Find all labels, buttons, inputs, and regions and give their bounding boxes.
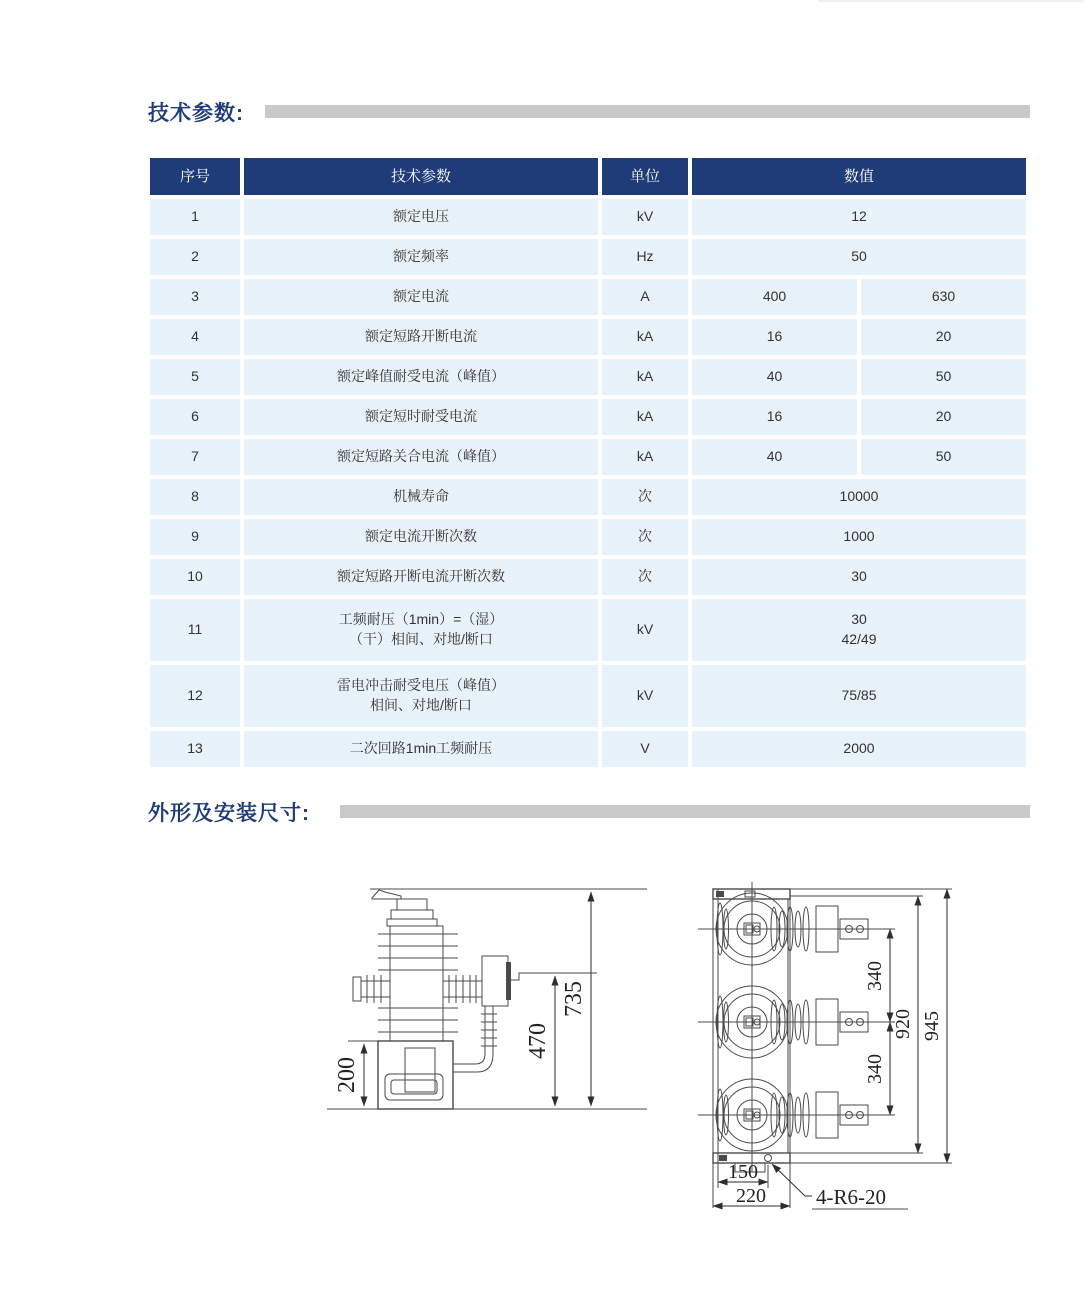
cell-no: 3 (150, 279, 240, 315)
tech-params-table (150, 158, 1026, 767)
dim-label-920: 920 (892, 1009, 914, 1039)
table-row (150, 731, 1026, 767)
cell-value-left: 400 (692, 279, 857, 315)
dim-label-340-upper: 340 (864, 961, 886, 991)
cell-no: 5 (150, 359, 240, 395)
cell-value-left: 40 (692, 359, 857, 395)
cell-no: 6 (150, 399, 240, 435)
cell-param: 额定电压 (244, 199, 598, 235)
table-row (150, 665, 1026, 727)
header-param: 技术参数 (244, 158, 598, 195)
cell-value: 2000 (692, 731, 1026, 767)
cell-no: 13 (150, 731, 240, 767)
table-row (150, 519, 1026, 555)
cell-unit: A (602, 279, 688, 315)
param-line-1: 雷电冲击耐受电压（峰值） (337, 677, 505, 694)
cell-unit: kA (602, 359, 688, 395)
cell-value: 12 (692, 199, 1026, 235)
cell-param: 额定短时耐受电流 (244, 399, 598, 435)
cell-no: 8 (150, 479, 240, 515)
cell-unit: 次 (602, 479, 688, 515)
table-row (150, 319, 1026, 355)
table-row (150, 239, 1026, 275)
table-row (150, 559, 1026, 595)
section-bar-dimensions (340, 805, 1030, 818)
cell-param: 额定电流 (244, 279, 598, 315)
cell-value-left: 16 (692, 319, 857, 355)
cell-unit: kA (602, 439, 688, 475)
cell-value-left: 16 (692, 399, 857, 435)
cell-value-right: 50 (861, 359, 1026, 395)
cell-no: 12 (150, 665, 240, 727)
cell-param: 额定峰值耐受电流（峰值） (244, 359, 598, 395)
cell-unit: V (602, 731, 688, 767)
cell-value: 1000 (692, 519, 1026, 555)
param-line-2: （干）相间、对地/断口 (349, 631, 493, 647)
cell-no: 7 (150, 439, 240, 475)
cell-param: 二次回路1min工频耐压 (244, 731, 598, 767)
cell-value-split (692, 359, 1026, 395)
cell-no: 4 (150, 319, 240, 355)
cell-value-right: 20 (861, 399, 1026, 435)
cell-value-split (692, 399, 1026, 435)
cell-unit: Hz (602, 239, 688, 275)
table-row (150, 359, 1026, 395)
cell-param (244, 599, 598, 661)
cell-value-left: 40 (692, 439, 857, 475)
cell-value-right: 50 (861, 439, 1026, 475)
header-no: 序号 (150, 158, 240, 195)
cell-no: 9 (150, 519, 240, 555)
cell-unit: kV (602, 599, 688, 661)
cell-no: 10 (150, 559, 240, 595)
cell-no: 2 (150, 239, 240, 275)
param-line-1: 工频耐压（1min）=（湿） (338, 611, 504, 628)
cell-unit: kA (602, 319, 688, 355)
cell-param: 额定短路开断电流开断次数 (244, 559, 598, 595)
param-line-2: 相间、对地/断口 (370, 697, 472, 713)
cell-value: 10000 (692, 479, 1026, 515)
section-bar-tech-params (265, 105, 1030, 118)
dim-label-340-lower: 340 (864, 1054, 886, 1084)
dim-label-mounting-holes: 4-R6-20 (816, 1185, 886, 1209)
scan-artifact-line (818, 0, 1084, 2)
table-row (150, 479, 1026, 515)
table-row (150, 279, 1026, 315)
cell-value-split (692, 439, 1026, 475)
cell-param: 额定频率 (244, 239, 598, 275)
cell-value-split (692, 279, 1026, 315)
cell-unit: 次 (602, 519, 688, 555)
header-value: 数值 (692, 158, 1026, 195)
value-line-1: 30 (851, 611, 867, 628)
cell-value: 30 (692, 559, 1026, 595)
header-unit: 单位 (602, 158, 688, 195)
dim-label-735: 735 (561, 981, 587, 1017)
cell-unit: kV (602, 199, 688, 235)
front-view-drawing (690, 876, 1000, 1226)
dim-label-200: 200 (334, 1057, 360, 1093)
value-line-2: 42/49 (841, 631, 877, 647)
cell-value-right: 630 (861, 279, 1026, 315)
dim-label-150: 150 (728, 1161, 758, 1183)
cell-value: 50 (692, 239, 1026, 275)
cell-unit: 次 (602, 559, 688, 595)
cell-value-right: 20 (861, 319, 1026, 355)
table-row (150, 439, 1026, 475)
cell-param: 额定短路关合电流（峰值） (244, 439, 598, 475)
cell-value: 75/85 (692, 665, 1026, 727)
dim-label-470: 470 (525, 1023, 551, 1059)
cell-param (244, 665, 598, 727)
cell-no: 11 (150, 599, 240, 661)
table-header-row (150, 158, 1026, 195)
cell-param: 额定电流开断次数 (244, 519, 598, 555)
table-row (150, 599, 1026, 661)
cell-unit: kA (602, 399, 688, 435)
cell-param: 机械寿命 (244, 479, 598, 515)
cell-value-split (692, 319, 1026, 355)
section-title-tech-params: 技术参数: (148, 102, 244, 125)
dim-label-945: 945 (921, 1011, 943, 1041)
cell-param: 额定短路开断电流 (244, 319, 598, 355)
side-view-drawing (315, 876, 655, 1181)
cell-value (692, 599, 1026, 661)
dim-label-220: 220 (736, 1185, 766, 1207)
cell-unit: kV (602, 665, 688, 727)
section-title-dimensions: 外形及安装尺寸: (148, 802, 310, 825)
table-row (150, 199, 1026, 235)
cell-no: 1 (150, 199, 240, 235)
table-row (150, 399, 1026, 435)
